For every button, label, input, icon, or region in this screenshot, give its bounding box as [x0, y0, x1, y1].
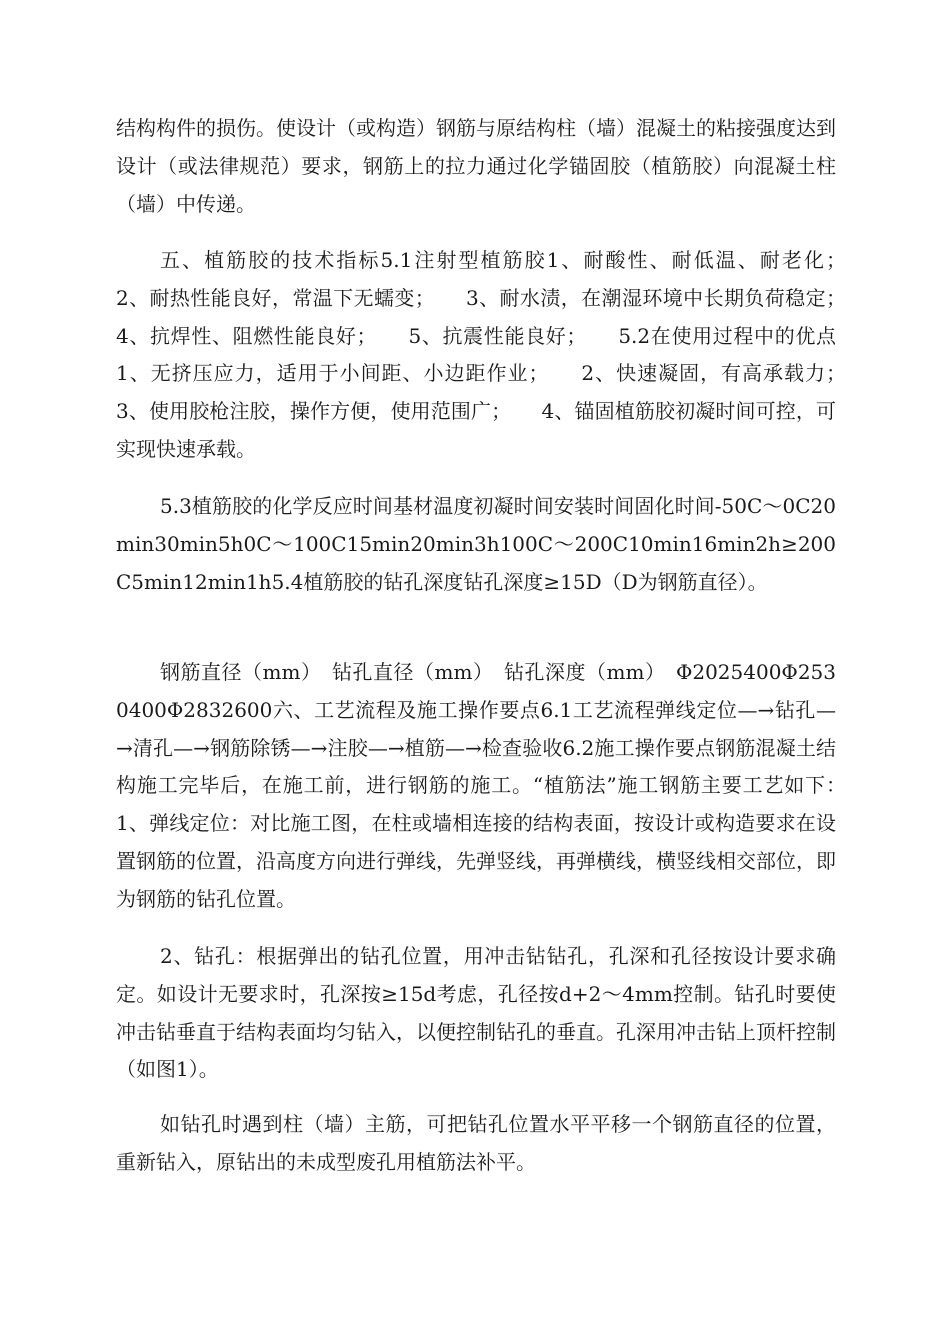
paragraph-bonding-strength: 结构构件的损伤。使设计（或构造）钢筋与原结构柱（墙）混凝土的粘接强度达到设计（或法律规范）要求，钢筋上的拉力通过化学锚固胶（植筋胶）向混凝土柱（墙）中传递。 — [116, 116, 836, 216]
paragraph-drilling: 2、钻孔：根据弹出的钻孔位置，用冲击钻钻孔，孔深和孔径按设计要求确定。如设计无要求时，孔深按≥15d考虑，孔径按d+2～4mm控制。钻孔时要使冲击钻垂直于结构表面均匀钻入，以便控制钻孔的垂直。孔深用冲击钻上顶杆控制（如图1）。 — [116, 944, 836, 1082]
paragraph-process-flow: 钢筋直径（mm） 钻孔直径（mm） 钻孔深度（mm） Φ2025400Φ2530400Φ2832600六、工艺流程及施工操作要点6.1工艺流程弹线定位—→钻孔—→清孔—→钢筋除锈—→注胶—→植筋—→检查验收6.2施工操作要点钢筋混凝土结构施工完毕后，在施工前，进行钢筋的施工。“植筋法”施工钢筋主要工艺如下： 1、弹线定位：对比施工图，在柱或墙相连接的结构表面，按设计或构造要求在设置钢筋的位置，沿高度方向进行弹线，先弹竖线，再弹横线，横竖线相交部位，即为钢筋的钻孔位置。 — [116, 660, 856, 911]
paragraph-technical-indicators: 五、植筋胶的技术指标5.1注射型植筋胶1、耐酸性、耐低温、耐老化； 2、耐热性能良好，常温下无蠕变； 3、耐水渍，在潮湿环境中长期负荷稳定； 4、抗焊性、阻燃性能良好； 5、抗震性能良好； 5.2在使用过程中的优点1、无挤压应力，适用于小间距、小边距作业； 2、快速凝固，有高承载力； 3、使用胶枪注胶，操作方便，使用范围广； 4、锚固植筋胶初凝时间可控，可实现快速承载。 — [116, 248, 876, 461]
paragraph-rebar-conflict: 如钻孔时遇到柱（墙）主筋，可把钻孔位置水平平移一个钢筋直径的位置，重新钻入，原钻出的未成型废孔用植筋法补平。 — [116, 1112, 836, 1174]
paragraph-reaction-time: 5.3植筋胶的化学反应时间基材温度初凝时间安装时间固化时间-50C～0C20min30min5h0C～100C15min20min3h100C～200C10min16min2h≥200C5min12min1h5.4植筋胶的钻孔深度钻孔深度≥15D（D为钢筋直径）。 — [116, 494, 836, 594]
